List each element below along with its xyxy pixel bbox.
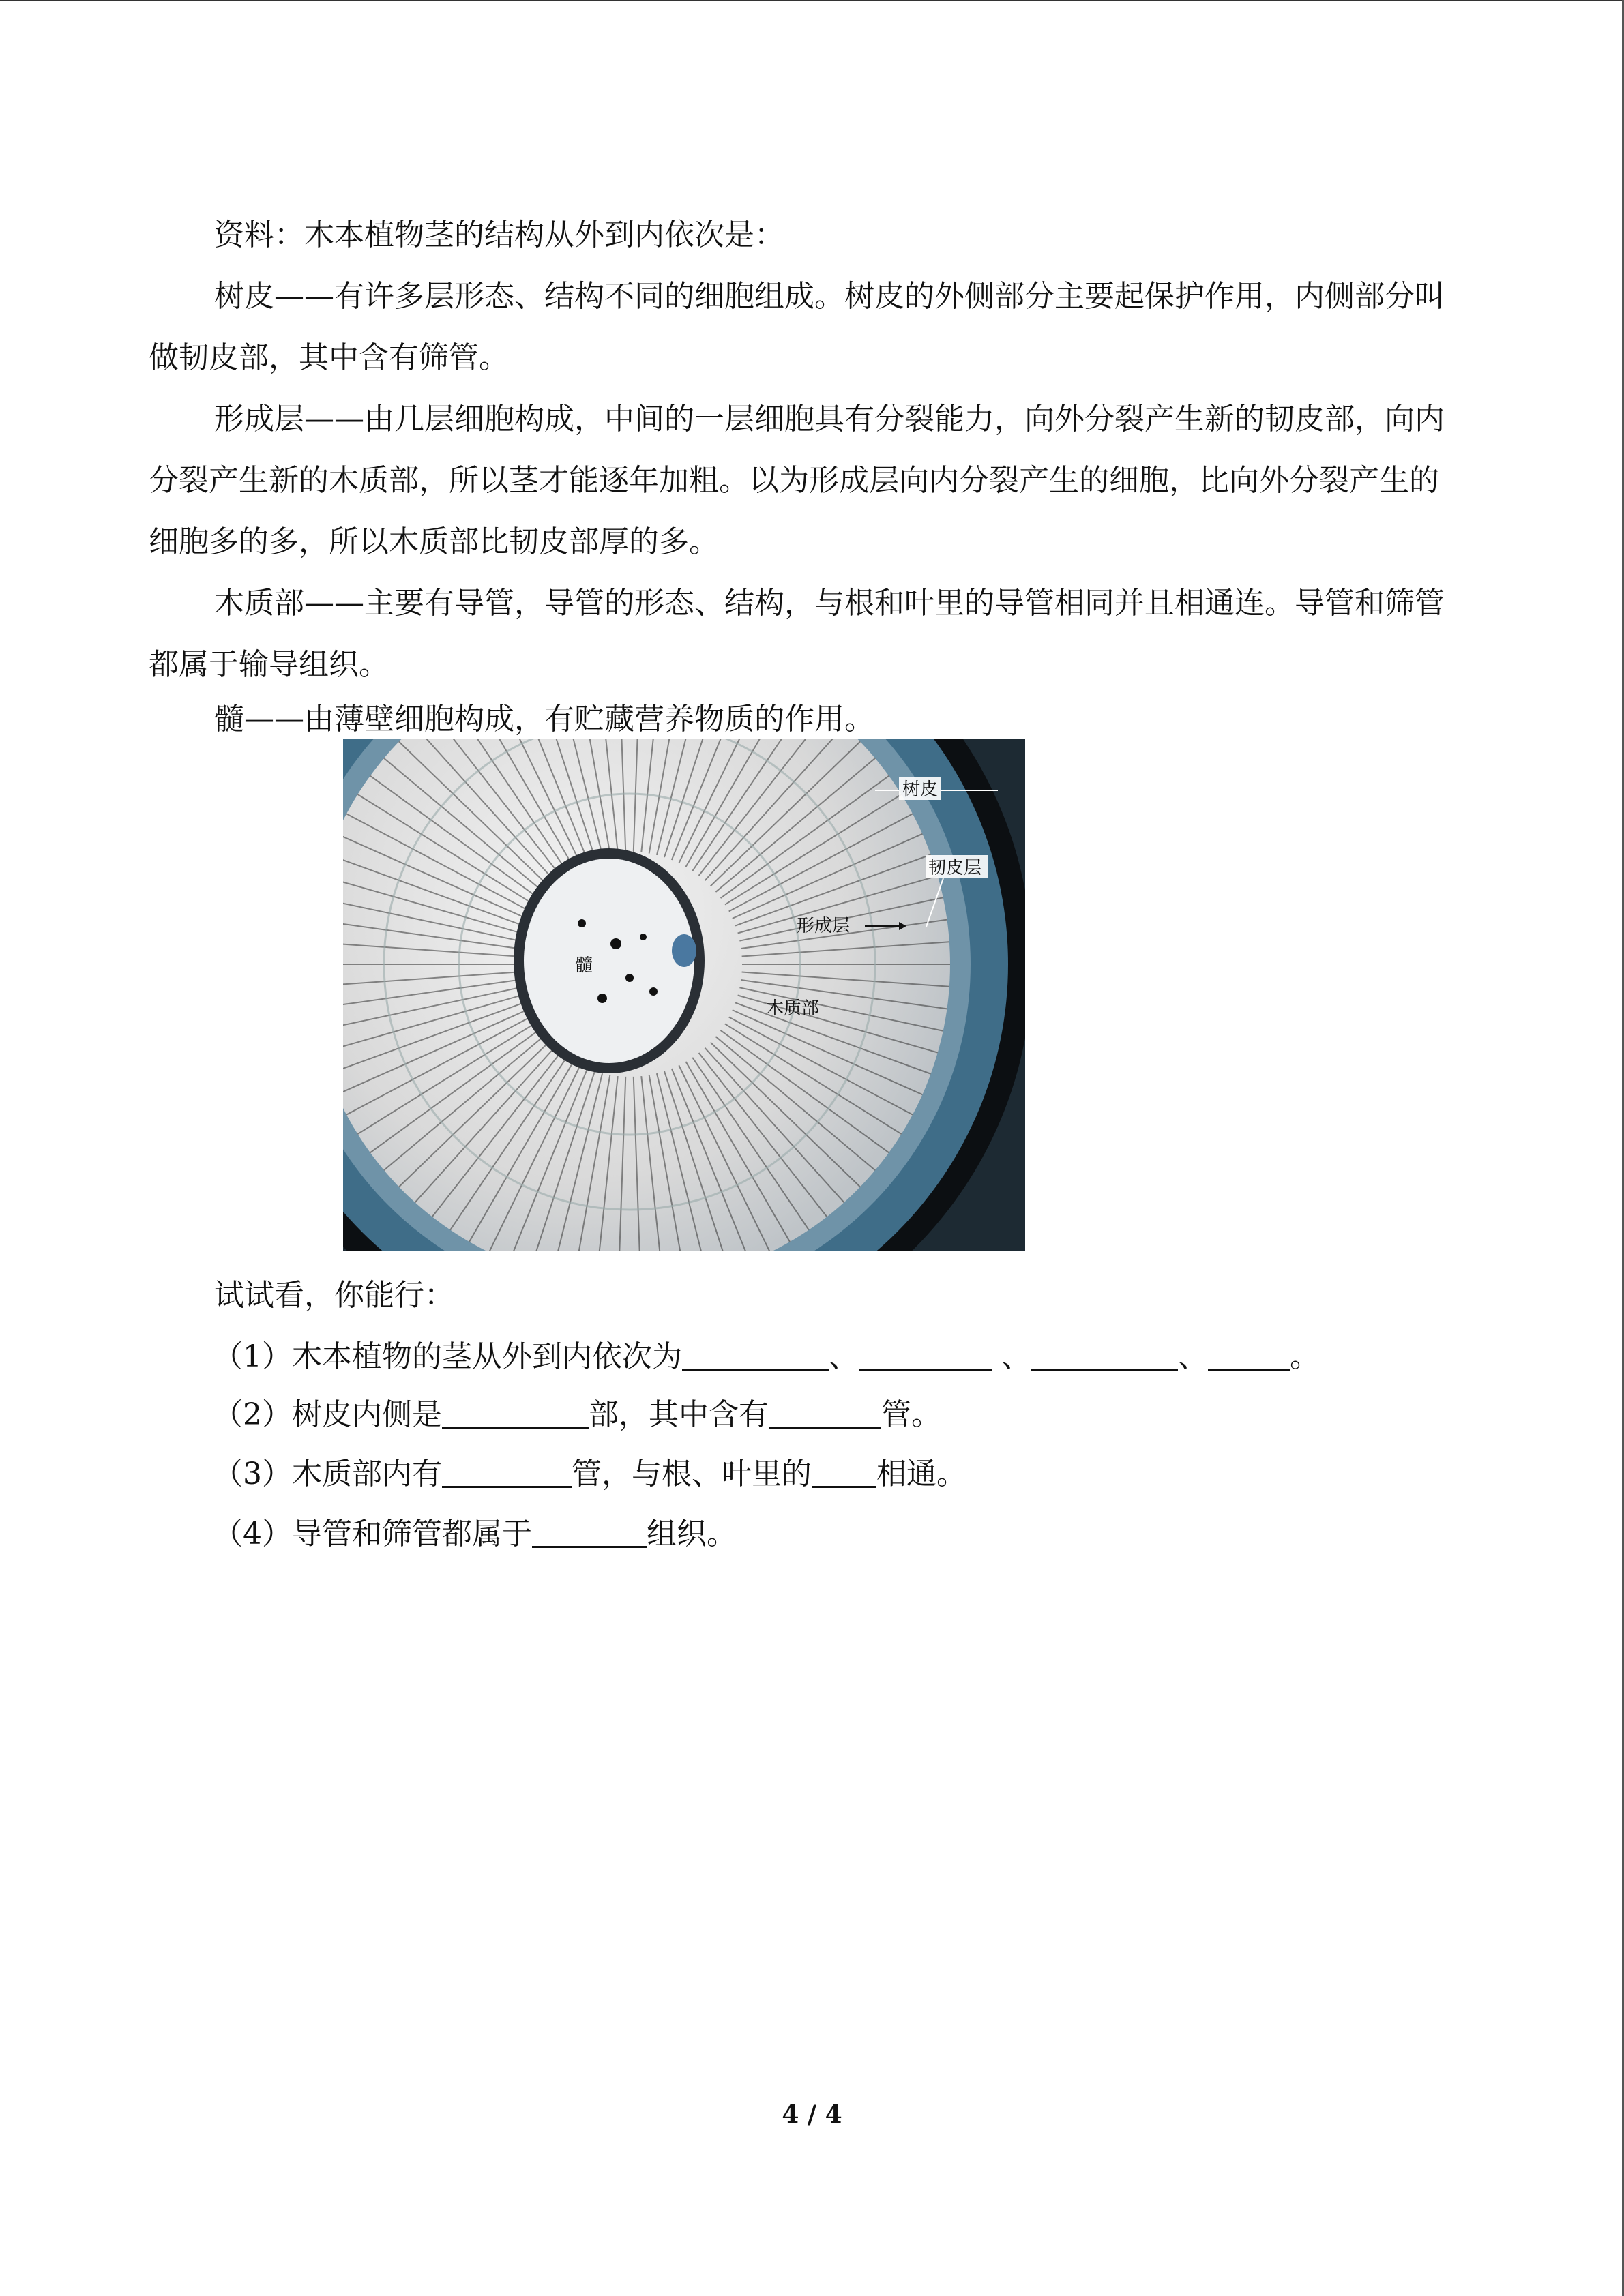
page-top-border [0,0,1624,1]
q2-blank-1[interactable] [442,1392,589,1429]
material-intro: 资料：木本植物茎的结构从外到内依次是： [214,218,784,252]
label-bark: 树皮 [902,779,939,800]
question-2: （2）树皮内侧是 部，其中含有 管。 [213,1384,941,1446]
label-phloem: 韧皮层 [928,858,982,878]
pith [524,859,694,1063]
question-4: （4）导管和筛管都属于 组织。 [213,1504,737,1565]
q2-blank-2[interactable] [769,1392,881,1429]
material-cambium: 形成层——由几层细胞构成，中间的一层细胞具有分裂能力，向外分裂产生新的韧皮部，向内分裂产生新的木质部，所以茎才能逐年加粗。以为形成层向内分裂产生的细胞，比向外分裂产生的细胞多的多，所以木质部比韧皮部厚的多。 [149,402,1445,559]
q1-blank-4[interactable] [1208,1335,1290,1371]
question-3: （3）木质部内有 管，与根、叶里的 相通。 [213,1444,966,1505]
q1-blank-3[interactable] [1031,1335,1178,1371]
q3-blank-1[interactable] [442,1452,572,1488]
label-xylem: 木质部 [766,998,820,1019]
material-pith: 髓——由薄壁细胞构成，有贮藏营养物质的作用。 [214,702,874,736]
material-bark: 树皮——有许多层形态、结构不同的细胞组成。树皮的外侧部分主要起保护作用，内侧部分叫做韧皮部，其中含有筛管。 [149,279,1445,375]
label-cambium: 形成层 [797,916,851,936]
q4-blank-1[interactable] [532,1512,647,1548]
q3-blank-2[interactable] [812,1452,876,1488]
material-xylem: 木质部——主要有导管，导管的形态、结构，与根和叶里的导管相同并且相通连。导管和筛管都属于输导组织。 [149,586,1445,682]
label-pith: 髓 [575,955,593,976]
q1-blank-2[interactable] [859,1335,992,1371]
stem-cross-section-figure [343,739,1025,1251]
question-1: （1）木本植物的茎从外到内依次为 、 、 、 。 [213,1326,1320,1388]
q1-blank-1[interactable] [682,1335,829,1371]
page-number: 4 / 4 [782,2100,842,2129]
exercise-heading: 试试看，你能行： [214,1278,454,1313]
